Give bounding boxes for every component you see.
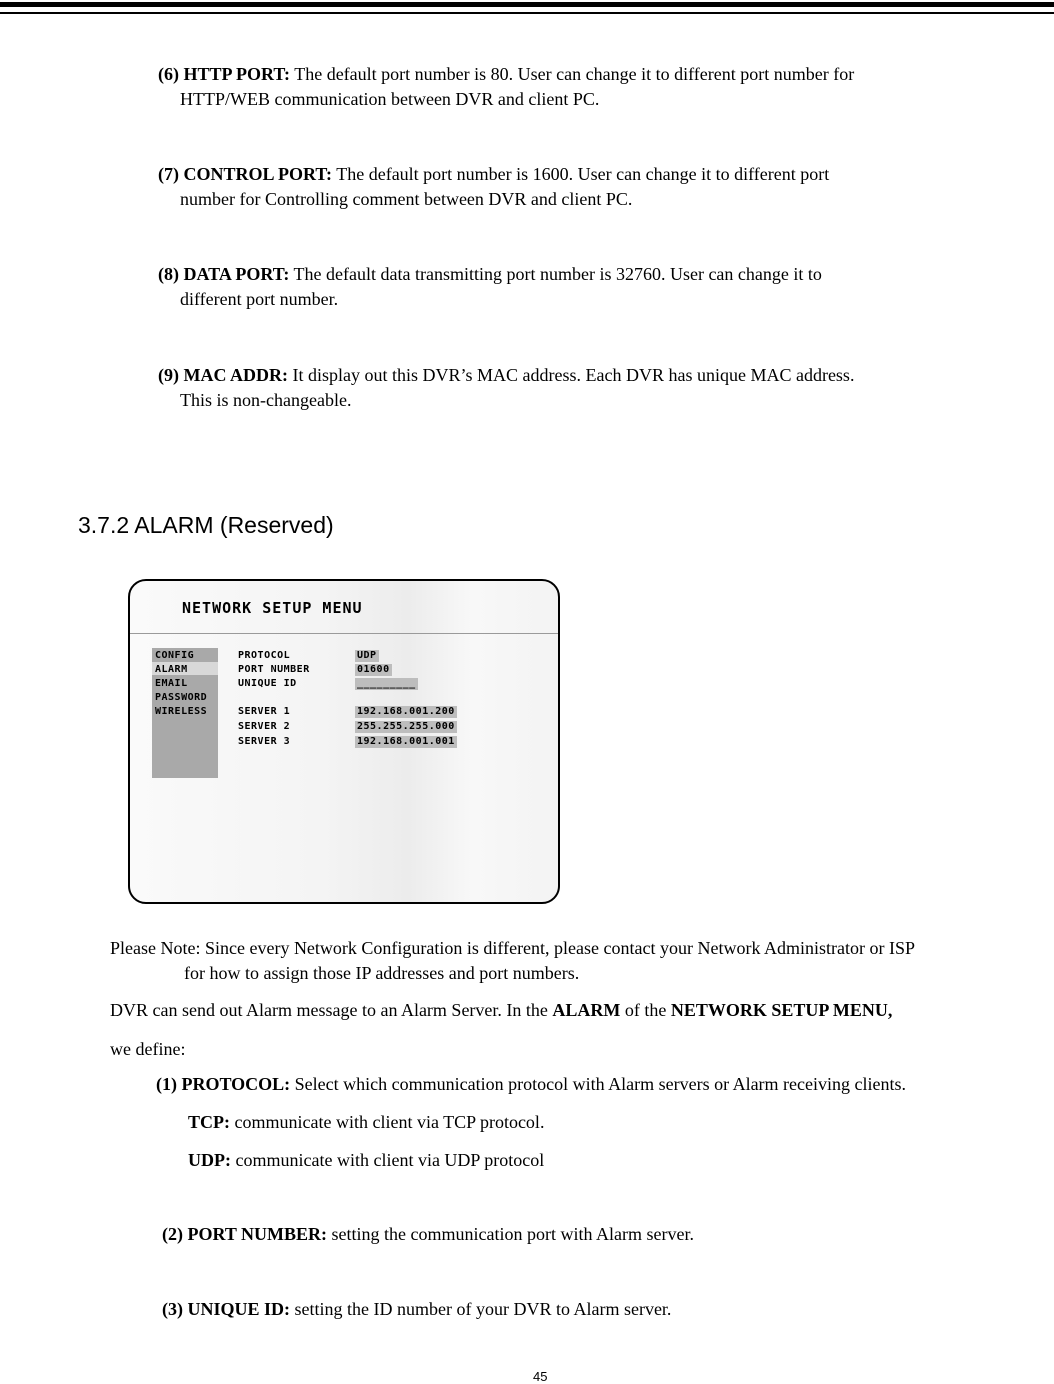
item-label: (9) MAC ADDR: — [158, 365, 288, 385]
item-tcp — [188, 1110, 544, 1135]
osd-title: NETWORK SETUP MENU — [182, 599, 363, 617]
item-text-cont: number for Controlling comment between DVR and client PC. — [180, 189, 633, 209]
intro-menu-name: NETWORK SETUP MENU, — [670, 1000, 893, 1020]
intro-line-2: we define: — [110, 1039, 186, 1059]
note-line-1: Please Note: Since every Network Configuration is different, please contact your Network Administrator or ISP — [110, 938, 915, 958]
osd-sidebar-item-wireless: WIRELESS — [155, 706, 208, 717]
item-data-port — [158, 262, 822, 312]
osd-value-server-1: 192.168.001.200 — [357, 706, 455, 717]
item-text: The default port number is 1600. User can change it to different port — [332, 164, 830, 184]
intro-text-mid: of the — [620, 1000, 671, 1020]
item-text: The default port number is 80. User can change it to different port number for — [290, 64, 855, 84]
osd-value-unique-id: _________ — [357, 678, 416, 689]
item-text: communicate with client via UDP protocol — [231, 1150, 545, 1170]
page-number: 45 — [533, 1369, 548, 1384]
item-label: UDP: — [188, 1150, 231, 1170]
item-text-cont: HTTP/WEB communication between DVR and client PC. — [180, 89, 600, 109]
item-control-port — [158, 162, 829, 212]
item-label: (3) UNIQUE ID: — [162, 1299, 290, 1319]
top-rule-thin — [0, 12, 1054, 14]
osd-label-server-3: SERVER 3 — [238, 736, 291, 747]
item-http-port — [158, 62, 854, 112]
item-label: (1) PROTOCOL: — [156, 1074, 291, 1094]
item-unique-id — [162, 1297, 671, 1322]
note-line-2: for how to assign those IP addresses and port numbers. — [184, 963, 580, 983]
osd-label-port-number: PORT NUMBER — [238, 664, 310, 675]
item-mac-addr — [158, 363, 854, 413]
top-rule-thick — [0, 2, 1054, 7]
intro-text: DVR can send out Alarm message to an Alarm Server. In the — [110, 1000, 553, 1020]
osd-sidebar-item-alarm: ALARM — [155, 664, 188, 675]
item-text: It display out this DVR’s MAC address. Each DVR has unique MAC address. — [287, 365, 855, 385]
osd-sidebar-item-email: EMAIL — [155, 678, 188, 689]
intro-paragraph — [110, 998, 892, 1023]
item-label: (8) DATA PORT: — [158, 264, 290, 284]
osd-value-server-2: 255.255.255.000 — [357, 721, 455, 732]
osd-label-server-2: SERVER 2 — [238, 721, 291, 732]
osd-label-server-1: SERVER 1 — [238, 706, 291, 717]
item-label: TCP: — [188, 1112, 230, 1132]
osd-divider — [130, 633, 558, 634]
osd-value-server-3: 192.168.001.001 — [357, 736, 455, 747]
item-label: (2) PORT NUMBER: — [162, 1224, 328, 1244]
item-port-number — [162, 1222, 694, 1247]
network-setup-menu-screenshot — [128, 579, 560, 904]
item-label: (6) HTTP PORT: — [158, 64, 291, 84]
item-text-cont: different port number. — [180, 289, 339, 309]
item-protocol — [156, 1072, 906, 1097]
osd-value-protocol: UDP — [357, 650, 377, 661]
osd-label-unique-id: UNIQUE ID — [238, 678, 297, 689]
osd-value-port-number: 01600 — [357, 664, 390, 675]
section-title: 3.7.2 ALARM (Reserved) — [78, 512, 334, 538]
osd-label-protocol: PROTOCOL — [238, 650, 291, 661]
item-text: setting the ID number of your DVR to Alarm server. — [290, 1299, 672, 1319]
item-text: setting the communication port with Alarm server. — [327, 1224, 694, 1244]
osd-sidebar-item-config: CONFIG — [155, 650, 195, 661]
item-label: (7) CONTROL PORT: — [158, 164, 333, 184]
item-udp — [188, 1148, 544, 1173]
item-text: communicate with client via TCP protocol. — [230, 1112, 545, 1132]
item-text: The default data transmitting port number is 32760. User can change it to — [289, 264, 822, 284]
item-text-cont: This is non-changeable. — [180, 390, 352, 410]
osd-sidebar-item-password: PASSWORD — [155, 692, 208, 703]
intro-alarm: ALARM — [552, 1000, 621, 1020]
item-text: Select which communication protocol with Alarm servers or Alarm receiving clients. — [290, 1074, 907, 1094]
